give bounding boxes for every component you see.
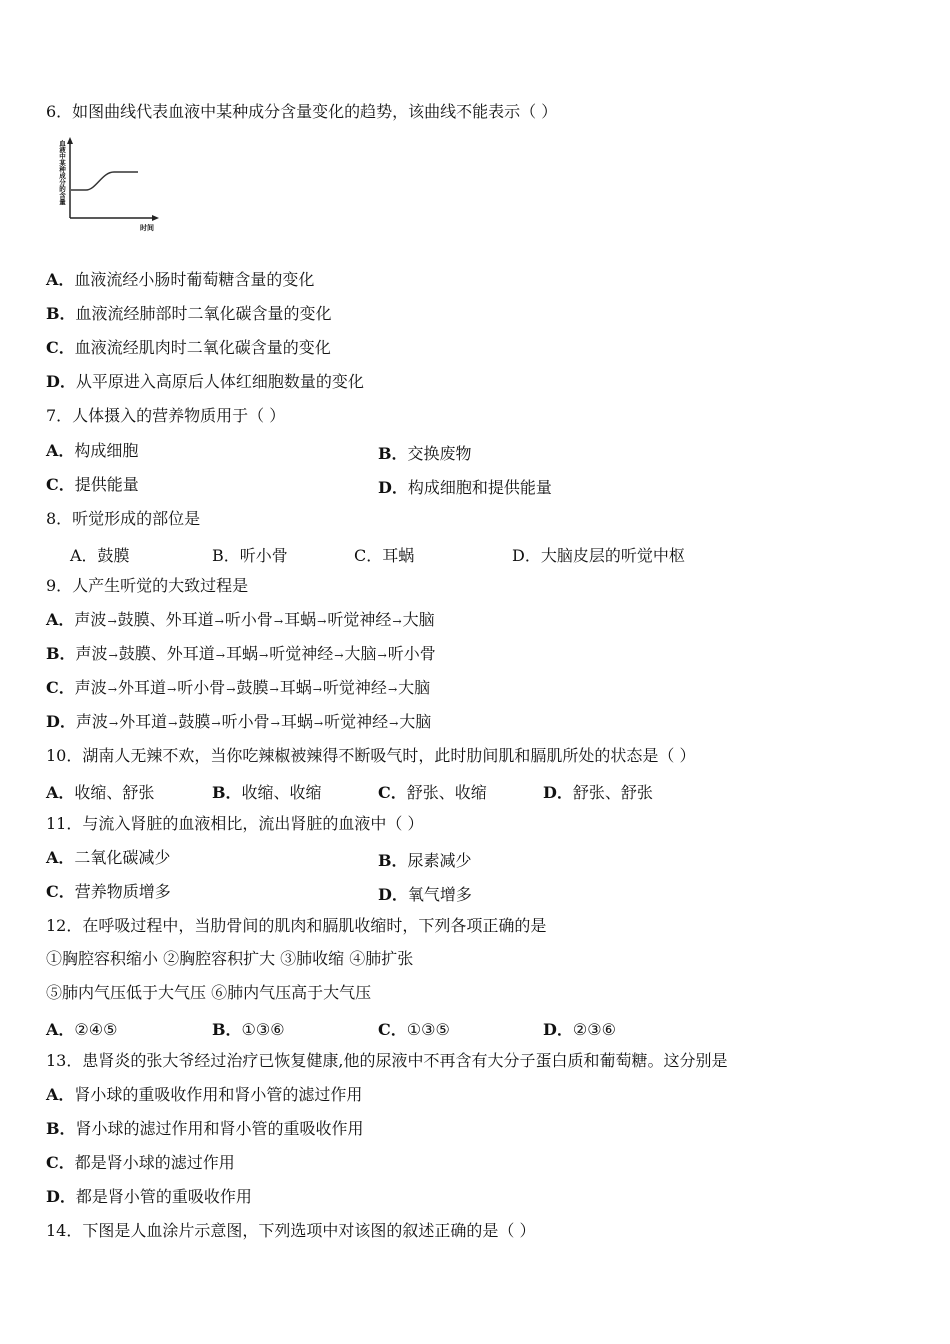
process-step: 鼓膜、外耳道 [118,644,215,663]
process-step: 听觉神经 [327,610,392,629]
q8-option-c: C．耳蜗 [354,546,415,565]
process-step: 听觉神经 [324,712,389,731]
process-step: 大脑 [344,644,377,663]
q8-option-d: D．大脑皮层的听觉中枢 [512,546,685,565]
q9-option-a [46,610,435,632]
q11-option-d: D．氧气增多 [378,885,472,904]
arrow-icon: → [214,615,224,628]
q9-option-c [46,678,430,700]
process-step: 大脑 [402,610,435,629]
arrow-icon: → [215,649,225,662]
q7-stem: 7．人体摄入的营养物质用于（ ） [46,406,286,425]
q6-option-c: C．血液流经肌肉时二氧化碳含量的变化 [46,338,331,357]
q10-option-a: A．收缩、舒张 [46,783,155,802]
arrow-icon: → [107,683,117,696]
graph-x-label: 时间 [140,224,154,232]
q9-stem: 9．人产生听觉的大致过程是 [46,576,249,595]
q10-option-c: C．舒张、收缩 [378,783,487,802]
process-step: 耳蜗 [279,678,312,697]
q7-option-b: B．交换废物 [378,444,472,463]
q13-stem: 13．患肾炎的张大爷经过治疗已恢复健康,他的尿液中不再含有大分子蛋白质和葡萄糖。这分别是 [46,1051,728,1070]
q10-option-b: B．收缩、收缩 [212,783,322,802]
q11-option-a: A．二氧化碳减少 [46,848,171,867]
q12-option-b: B．①③⑥ [212,1020,285,1039]
process-step: 耳蜗 [284,610,317,629]
arrow-icon: → [107,615,117,628]
process-step: 鼓膜、外耳道 [117,610,214,629]
q8-stem: 8．听觉形成的部位是 [46,509,201,528]
option-key: C． [46,678,75,697]
q13-option-c: C．都是肾小球的滤过作用 [46,1153,235,1172]
option-key: A． [46,610,75,629]
option-key: B． [46,644,76,663]
arrow-icon: → [226,683,236,696]
graph-y-label: 血液中某种成分的含量 [58,140,66,205]
arrow-icon: → [211,717,221,730]
q9-option-d [46,712,431,734]
q11-option-b: B．尿素减少 [378,851,472,870]
process-step: 鼓膜 [236,678,269,697]
process-step: 声波 [75,712,108,731]
q11-option-c: C．营养物质增多 [46,882,171,901]
q13-option-b: B．肾小球的滤过作用和肾小管的重吸收作用 [46,1119,364,1138]
arrow-icon: → [108,649,118,662]
process-step: 听觉神经 [269,644,334,663]
q11-stem: 11．与流入肾脏的血液相比，流出肾脏的血液中（ ） [46,814,424,833]
q12-option-a: A．②④⑤ [46,1020,118,1039]
process-step: 耳蜗 [280,712,313,731]
graph-x-axis [70,215,159,221]
q12-option-c: C．①③⑤ [378,1020,450,1039]
q13-option-d: D．都是肾小管的重吸收作用 [46,1187,252,1206]
graph-y-axis [67,137,73,218]
process-step: 外耳道 [119,712,168,731]
arrow-icon: → [392,615,402,628]
arrow-icon: → [108,717,119,730]
graph-curve [71,172,138,190]
arrow-icon: → [168,717,178,730]
arrow-icon: → [377,649,387,662]
q14-stem: 14．下图是人血涂片示意图，下列选项中对该图的叙述正确的是（ ） [46,1221,536,1240]
arrow-icon: → [269,683,279,696]
process-step: 听小骨 [387,644,436,663]
arrow-icon: → [312,683,322,696]
process-step: 声波 [75,644,108,663]
arrow-icon: → [273,615,284,628]
q6-option-b: B．血液流经肺部时二氧化碳含量的变化 [46,304,332,323]
option-key: D． [46,712,76,731]
arrow-icon: → [313,717,324,730]
q6-stem: 6．如图曲线代表血液中某种成分含量变化的趋势，该曲线不能表示（ ） [46,102,558,121]
q9-option-b [46,644,436,666]
q12-items-line1: ①胸腔容积缩小 ②胸腔容积扩大 ③肺收缩 ④肺扩张 [46,949,414,968]
process-step: 大脑 [398,678,431,697]
q10-stem: 10．湖南人无辣不欢，当你吃辣椒被辣得不断吸气时，此时肋间肌和膈肌所处的状态是（ ） [46,746,696,765]
process-step: 听觉神经 [322,678,387,697]
q10-option-d: D．舒张、舒张 [543,783,653,802]
q12-option-d: D．②③⑥ [543,1020,616,1039]
q6-option-d: D．从平原进入高原后人体红细胞数量的变化 [46,372,364,391]
process-step: 耳蜗 [226,644,259,663]
q7-option-d: D．构成细胞和提供能量 [378,478,552,497]
q7-option-c: C．提供能量 [46,475,139,494]
arrow-icon: → [270,717,280,730]
q6-curve-graph [52,136,162,232]
process-step: 听小骨 [221,712,270,731]
q13-option-a: A．肾小球的重吸收作用和肾小管的滤过作用 [46,1085,363,1104]
process-step: 鼓膜 [178,712,211,731]
arrow-icon: → [167,683,177,696]
q6-option-a: A．血液流经小肠时葡萄糖含量的变化 [46,270,315,289]
q12-items-line2: ⑤肺内气压低于大气压 ⑥肺内气压高于大气压 [46,983,372,1002]
process-step: 声波 [74,610,107,629]
process-step: 听小骨 [224,610,273,629]
arrow-icon: → [389,717,399,730]
process-step: 声波 [74,678,107,697]
arrow-icon: → [259,649,269,662]
q12-stem: 12．在呼吸过程中，当肋骨间的肌肉和膈肌收缩时，下列各项正确的是 [46,916,547,935]
process-step: 听小骨 [177,678,226,697]
process-step: 大脑 [399,712,432,731]
arrow-icon: → [317,615,327,628]
q8-option-b: B．听小骨 [212,546,288,565]
q7-option-a: A．构成细胞 [46,441,139,460]
q8-option-a: A．鼓膜 [70,546,130,565]
arrow-icon: → [387,683,398,696]
process-step: 外耳道 [117,678,166,697]
arrow-icon: → [334,649,344,662]
